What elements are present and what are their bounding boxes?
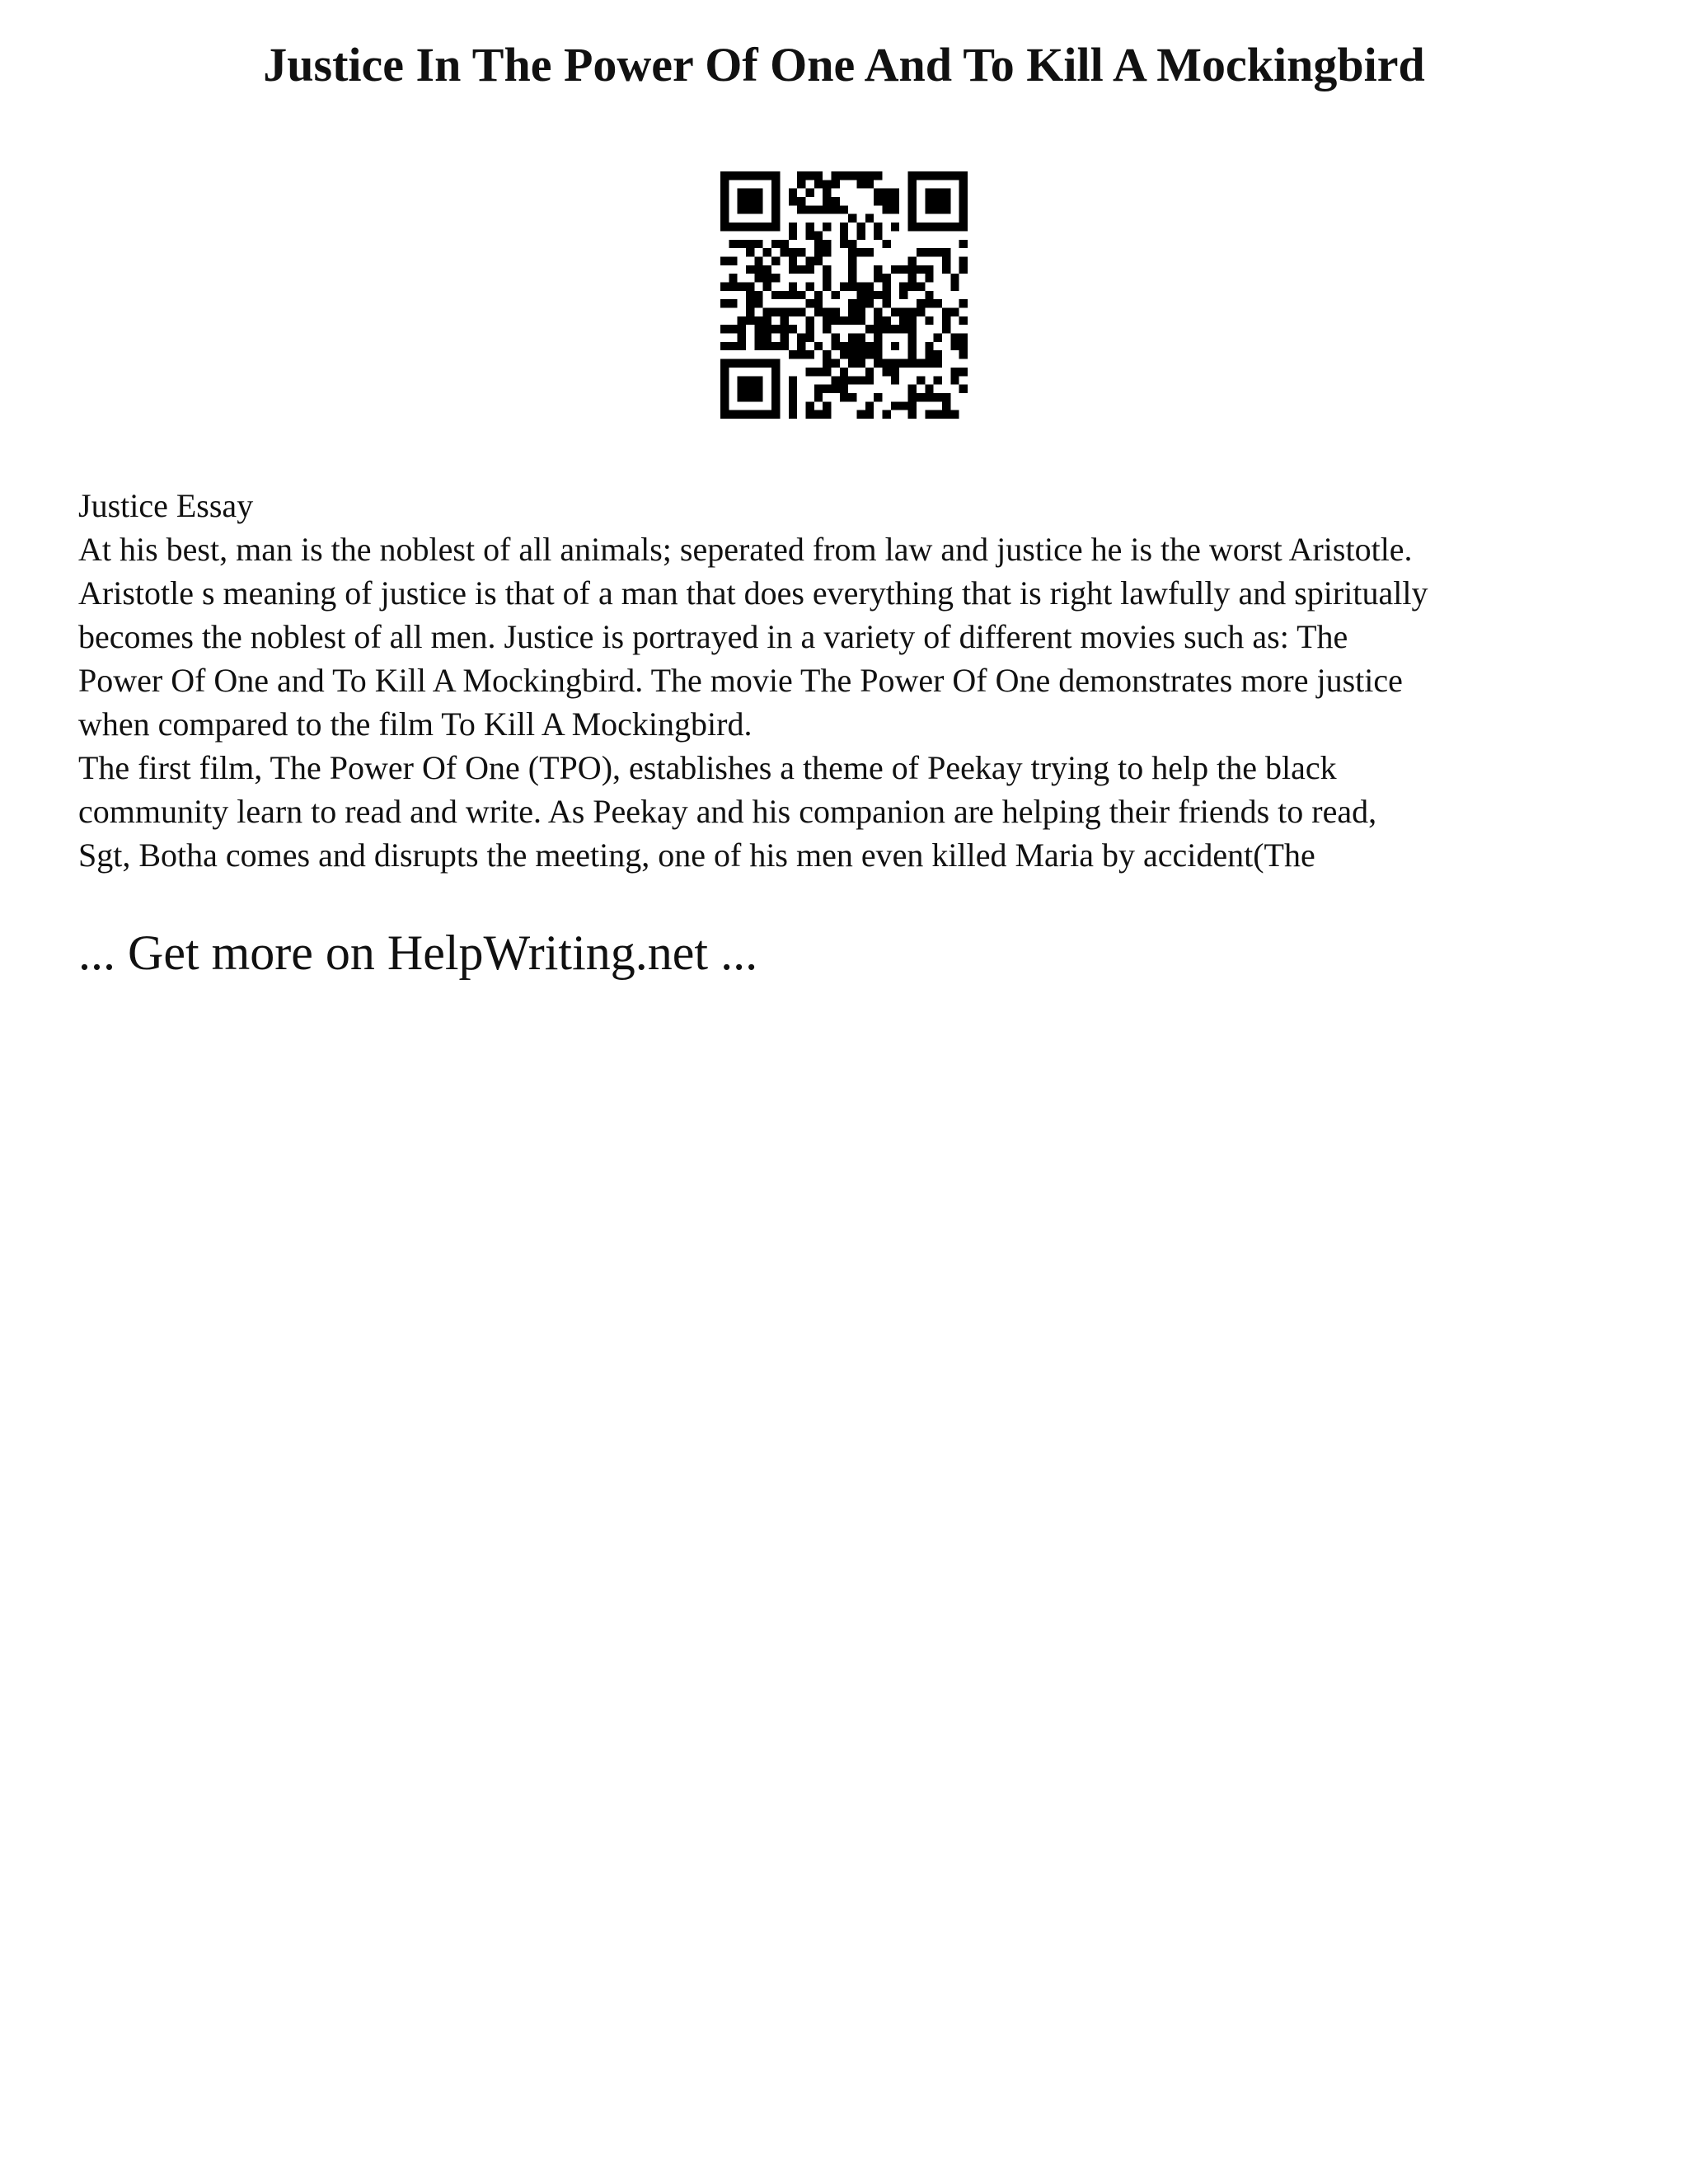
essay-line: Power Of One and To Kill A Mockingbird. The movie The Power Of One demonstrates more justice [78,662,1403,699]
essay-body [78,484,1644,877]
qr-code-icon [720,171,968,419]
essay-line: Aristotle s meaning of justice is that of a man that does everything that is right lawfully and spiritually [78,574,1428,612]
get-more-link[interactable]: ... Get more on HelpWriting.net ... [78,926,758,980]
essay-line: At his best, man is the noblest of all animals; seperated from law and justice he is the worst Aristotle. [78,531,1413,568]
essay-line: Sgt, Botha comes and disrupts the meeting, one of his men even killed Maria by accident(The [78,837,1315,874]
document-title: Justice In The Power Of One And To Kill A Mockingbird [263,38,1425,91]
essay-line: when compared to the film To Kill A Mockingbird. [78,705,753,743]
essay-heading: Justice Essay [78,487,254,524]
essay-line: community learn to read and write. As Peekay and his companion are helping their friends to read, [78,793,1377,830]
essay-line: becomes the noblest of all men. Justice is portrayed in a variety of different movies such as: The [78,618,1348,655]
essay-line: The first film, The Power Of One (TPO), establishes a theme of Peekay trying to help the black [78,749,1337,786]
